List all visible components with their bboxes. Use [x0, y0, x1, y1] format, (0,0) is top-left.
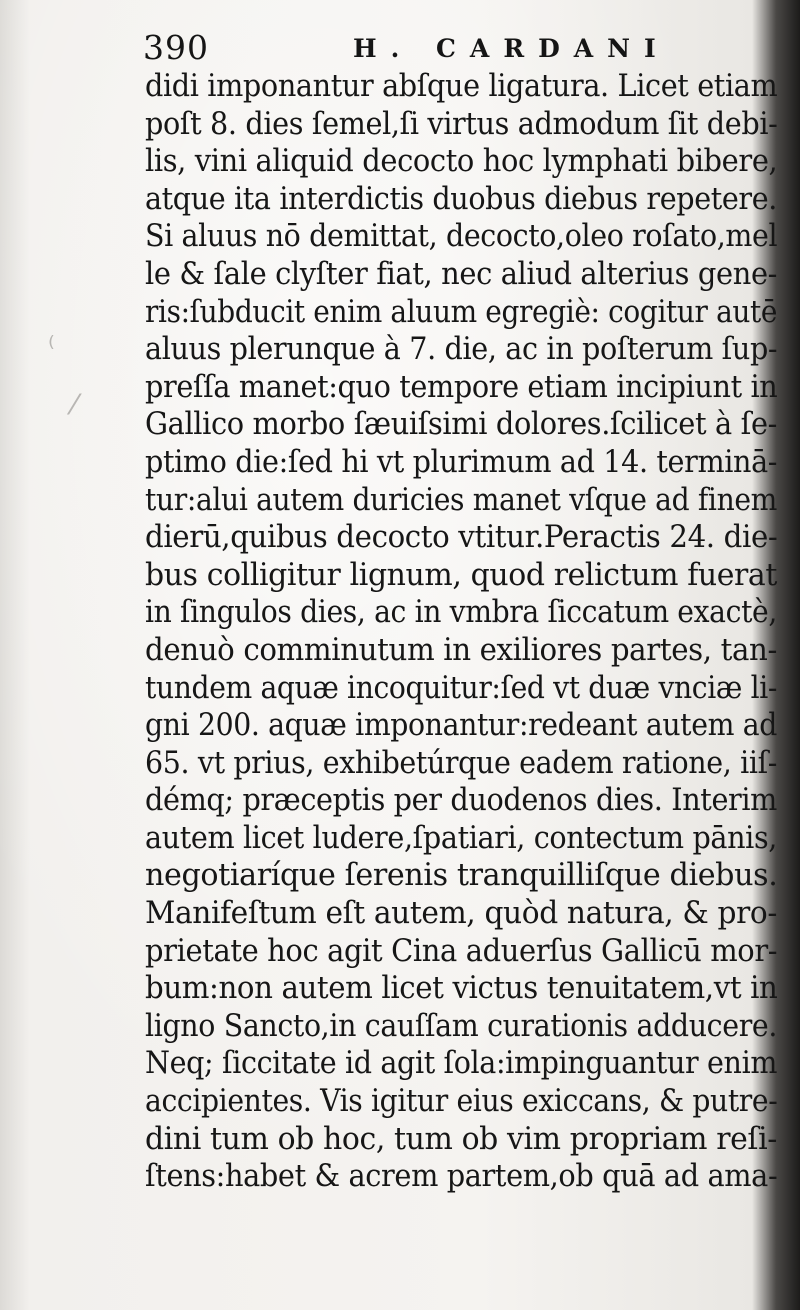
text-line: bus colligitur lignum, quod relictum fuerat [145, 557, 777, 593]
running-head: H. CARDANI [353, 34, 670, 63]
margin-mark: ⁄ [72, 388, 77, 421]
text-line: ligno Sancto,in cauſſam curationis adducere. [145, 1008, 778, 1044]
text-line: in ſingulos dies, ac in vmbra ſiccatum exactè, [145, 595, 777, 631]
text-line: gni 200. aquæ imponantur:redeant autem ad [145, 708, 777, 744]
text-line: ſtens:habet & acrem partem,ob quā ad ama- [145, 1159, 778, 1195]
text-line: dierū,quibus decocto vtitur.Peractis 24. die- [145, 520, 778, 556]
text-line: aluus plerunque à 7. die, ac in poſterum ſup- [145, 332, 778, 368]
text-line: bum:non autem licet victus tenuitatem,vt in [145, 971, 778, 1007]
text-line: tur:alui autem duricies manet vſque ad finem [145, 482, 778, 518]
text-line: lis, vini aliquid decocto hoc lymphati bibere, [145, 144, 778, 180]
text-line: ris:ſubducit enim aluum egregiè: cogitur autē [145, 294, 778, 330]
text-line: autem licet ludere,ſpatiari, contectum pānis, [145, 820, 778, 856]
text-line: Neq; ſiccitate id agit ſola:impinguantur enim [145, 1046, 778, 1082]
text-line: démq; præceptis per duodenos dies. Interim [145, 783, 778, 819]
text-line: poſt 8. dies ſemel,ſi virtus admodum ſit debi- [145, 106, 778, 142]
text-line: 65. vt prius, exhibetúrque eadem ratione, iiſ- [145, 745, 777, 781]
text-line: atque ita interdictis duobus diebus repetere. [145, 181, 778, 217]
text-line: dini tum ob hoc, tum ob vim propriam reſi- [145, 1121, 777, 1157]
text-line: preſſa manet:quo tempore etiam incipiunt in [145, 369, 778, 405]
text-line: negotiaríque ſerenis tranquilliſque diebus. [145, 858, 778, 894]
text-line: denuò comminutum in exiliores partes, tan- [145, 632, 777, 668]
body-text [145, 68, 777, 1196]
text-line: Si aluus nō demittat, decocto,oleo roſato,mel [145, 219, 778, 255]
text-line: accipientes. Vis igitur eius exiccans, & putre- [145, 1084, 778, 1120]
text-line: didi imponantur abſque ligatura. Licet etiam [145, 69, 778, 104]
text-line: Gallico morbo ſæuiſsimi dolores.ſcilicet à ſe- [145, 407, 778, 443]
page-header [143, 26, 723, 70]
text-line: Manifeſtum eſt autem, quòd natura, & pro- [145, 896, 777, 932]
text-line: prietate hoc agit Cina aduerſus Gallicū mor- [145, 933, 778, 969]
text-line: ptimo die:ſed hi vt plurimum ad 14. terminā- [145, 444, 778, 480]
page-number: 390 [143, 28, 209, 67]
margin-mark: ⁽ [48, 330, 55, 363]
text-line: le & ſale clyſter fiat, nec aliud alterius gene- [145, 256, 778, 292]
text-line: tundem aquæ incoquitur:ſed vt duæ vnciæ li- [145, 670, 778, 706]
